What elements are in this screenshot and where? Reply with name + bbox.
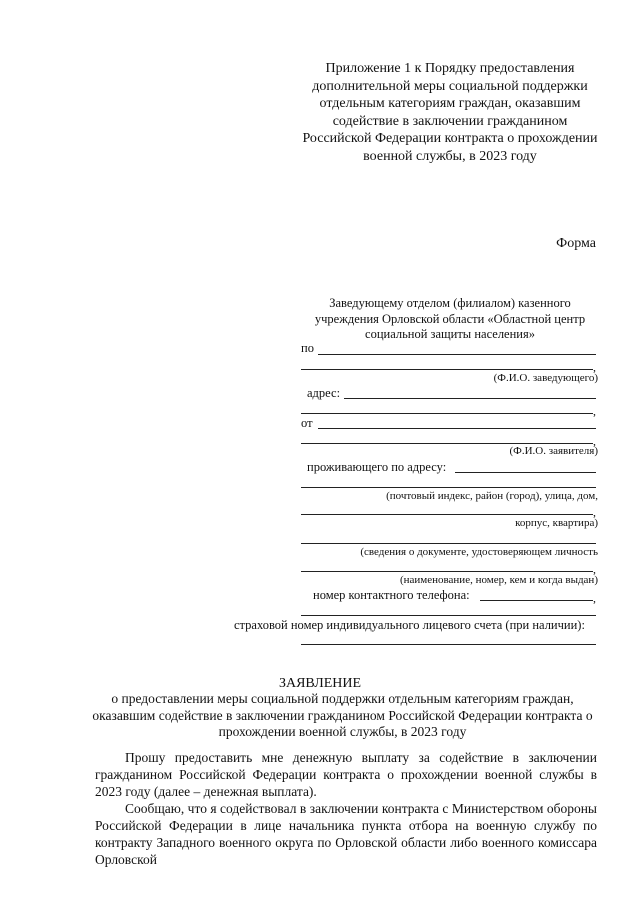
statement-paragraph-2: Сообщаю, что я содействовал в заключении контракта с Министерством обороны Российской Федерации в лице начальника пункта отбора на военную службу по контракту Западного военного округа по Орловской области либо военного комиссара Орловской [95, 801, 597, 867]
id-doc-caption: (сведения о документе, удостоверяющем личность [360, 546, 598, 558]
addressee-block: Заведующему отделом (филиалом) казенного учреждения Орловской области «Областной центр социальной защиты населения» [314, 296, 586, 341]
phone-line [480, 600, 593, 601]
residence-line-3 [301, 514, 593, 515]
applicant-name-line-2 [301, 443, 593, 444]
id-doc-caption-2: (наименование, номер, кем и когда выдан) [399, 574, 598, 586]
applicant-name-caption: (Ф.И.О. заявителя) [509, 445, 598, 457]
residence-caption-2: корпус, квартира) [515, 517, 598, 529]
snils-label: страховой номер индивидуального лицевого счета (при наличии): [234, 618, 585, 632]
address-line-1 [344, 398, 596, 399]
head-name-caption: (Ф.И.О. заведующего) [493, 372, 598, 384]
statement-subtitle: о предоставлении меры социальной поддержки отдельным категориям граждан, оказавшим содействие в заключении гражданином Российской Федерации контракта о прохождении военной службы, в 2023 году [92, 691, 593, 739]
address-label: адрес: [307, 386, 341, 400]
comma: , [593, 404, 596, 418]
ot-label: от [301, 416, 313, 430]
applicant-name-line-1 [318, 428, 596, 429]
head-name-line-2 [301, 369, 593, 370]
appendix-heading: Приложение 1 к Порядку предоставления дополнительной меры социальной поддержки отдельным категориям граждан, оказавшим содействие в заключении гражданином Российской Федерации контракта о прохождении военной службы, в 2023 году [302, 61, 598, 164]
snils-line [301, 644, 596, 645]
head-name-line-1 [318, 354, 596, 355]
residence-caption-1: (почтовый индекс, район (город), улица, дом, [386, 490, 598, 502]
address-line-2 [301, 413, 593, 414]
statement-title: ЗАЯВЛЕНИЕ [278, 676, 362, 691]
id-doc-line-1 [301, 543, 596, 544]
id-doc-line-2 [301, 571, 593, 572]
residing-label: проживающего по адресу: [307, 460, 447, 474]
residence-line-2 [301, 487, 596, 488]
comma: , [593, 360, 596, 374]
phone-label: номер контактного телефона: [313, 588, 470, 602]
comma: , [593, 505, 596, 519]
phone-line-2 [301, 615, 596, 616]
po-label: по [301, 341, 314, 355]
comma: , [593, 434, 596, 448]
comma: , [593, 591, 596, 605]
comma: , [593, 562, 596, 576]
statement-paragraph-1: Прошу предоставить мне денежную выплату за содействие в заключении гражданином Российской Федерации контракта о прохождении военной службы в 2023 году (далее – денежная выплата). [95, 750, 597, 799]
form-label: Форма [556, 236, 596, 251]
residence-line-1 [455, 472, 596, 473]
